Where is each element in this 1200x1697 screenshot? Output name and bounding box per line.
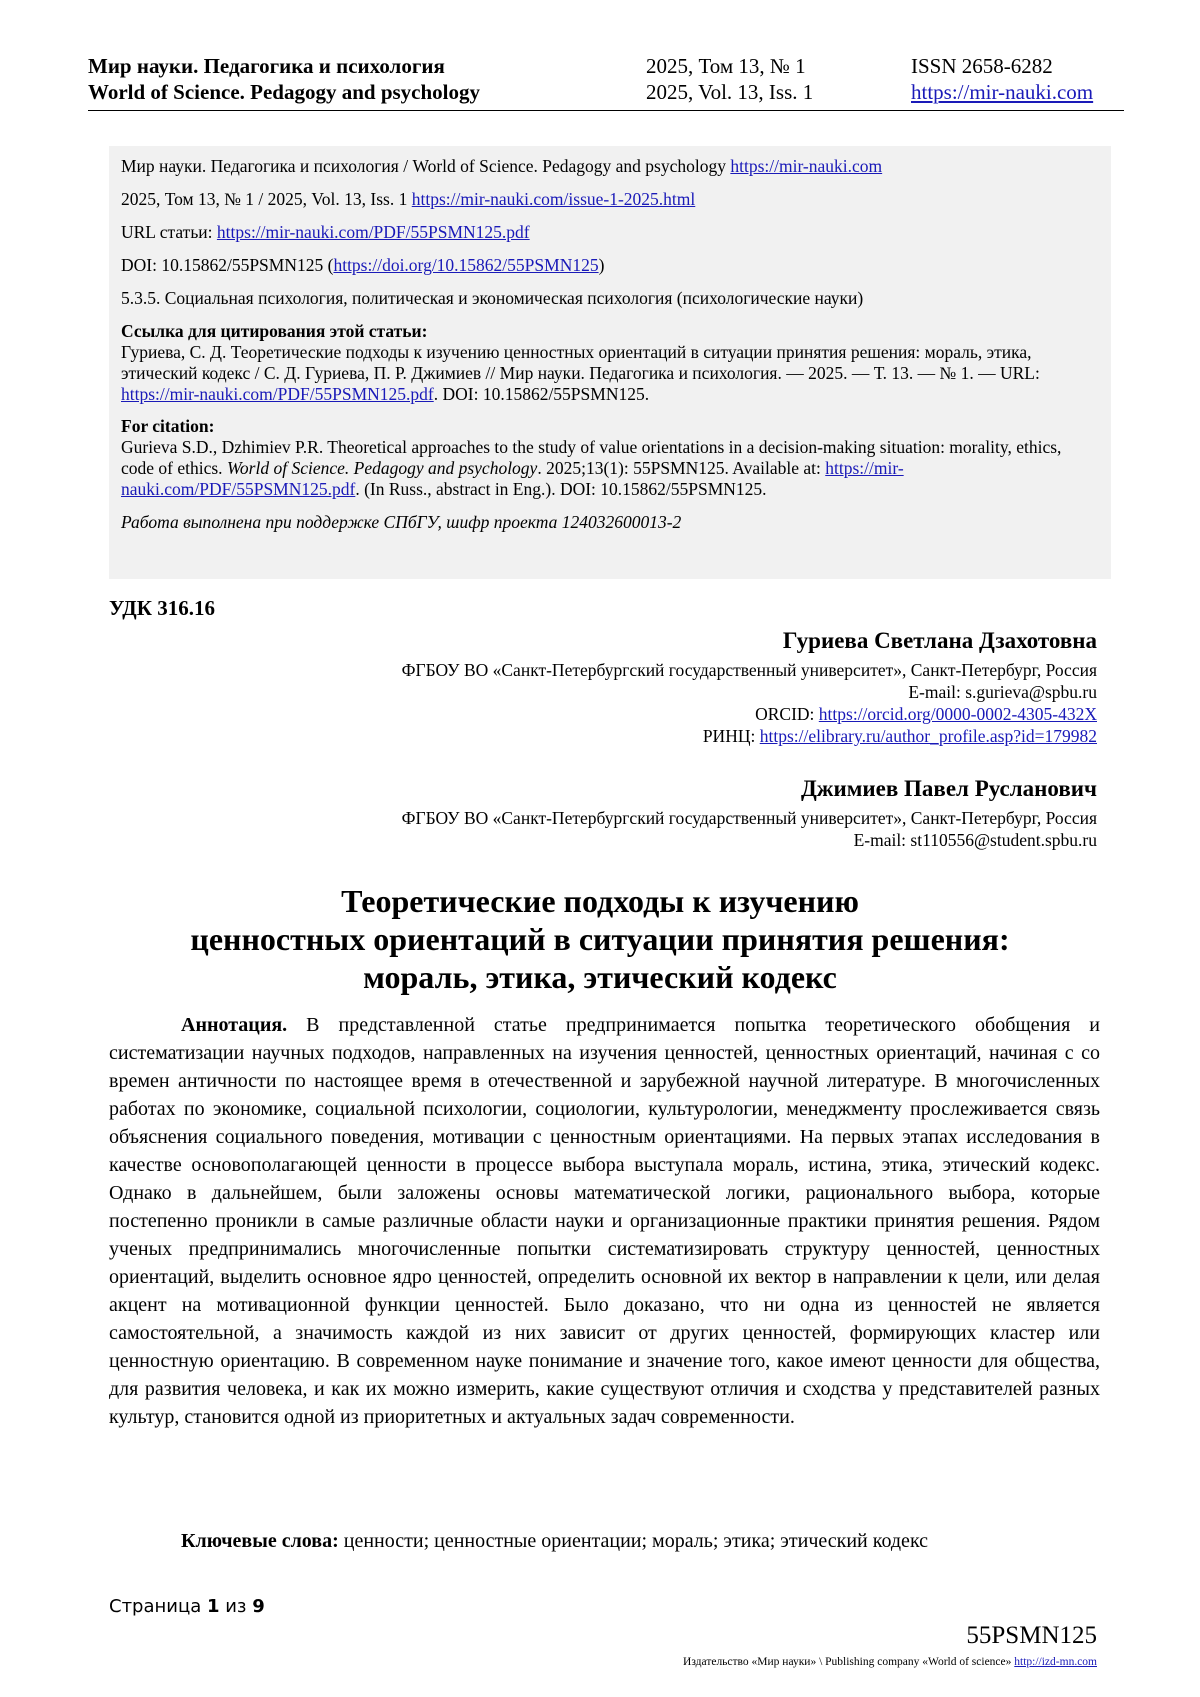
abstract-label: Аннотация.: [181, 1014, 288, 1036]
author-1-rinc: [402, 725, 1097, 747]
citation-ru-text: [121, 342, 1097, 405]
issue-ru: 2025, Том 13, № 1: [646, 54, 806, 78]
doi-line: [121, 255, 1097, 276]
author-2-email: E-mail: st110556@student.spbu.ru: [853, 830, 1097, 850]
citation-ru-link[interactable]: https://mir-nauki.com/PDF/55PSMN125.pdf: [121, 384, 434, 404]
udk-code: УДК 316.16: [109, 596, 215, 620]
author-1-name: Гуриева Светлана Дзахотовна: [782, 628, 1097, 653]
doi-link[interactable]: https://doi.org/10.15862/55PSMN125: [333, 255, 599, 275]
publisher-link[interactable]: http://izd-mn.com: [1014, 1656, 1097, 1668]
abstract: [109, 1011, 1100, 1431]
title-line-1: Теоретические подходы к изучению: [341, 883, 859, 919]
author-2-affiliation: ФГБОУ ВО «Санкт-Петербургский государственный университет», Санкт-Петербург, Россия: [401, 808, 1097, 828]
journal-link[interactable]: https://mir-nauki.com: [730, 156, 883, 176]
article-url-line: [121, 222, 1097, 243]
issue-en: 2025, Vol. 13, Iss. 1: [646, 80, 814, 104]
publisher-line: [683, 1656, 1097, 1668]
citation-ru-tail: . DOI: 10.15862/55PSMN125.: [433, 384, 650, 404]
citation-ru-heading: Ссылка для цитирования этой статьи:: [121, 321, 428, 341]
keywords: [181, 1530, 928, 1553]
abstract-text: В представленной статье предпринимается попытка теоретического обобщения и систематизации научных подходов, направленных на изучения ценностей, ценностных ориентаций, начиная с со времен античности по настоящее время в отечественной и зарубежной научной литературе. В многочисленных работах по экономике, социальной психологии, социологии, культурологии, менеджменту прослеживается связь объяснения социального поведения, мотивации с ценностным ориентациями. На первых этапах исследования в качестве основополагающей ценности в процессе выбора выступала мораль, истина, этика, этический кодекс. Однако в дальнейшем, были заложены основы математической логики, рационального выбора, которые постепенно проникли в самые различные области науки и организационные практики принятия решения. Рядом ученых предпринимались многочисленные попытки систематизировать структуру ценностей, ценностных ориентаций, выделить основное ядро ценностей, определить основной их вектор в направлении к цели, или делая акцент на мотивационной функции ценностей. Было доказано, что ни одна из ценностей не является самостоятельной, а значимость каждой из них зависит от других ценностей, формирующих кластер или ценностную ориентацию. В современном науке понимание и значение того, какое имеют ценности для общества, для развития человека, и как их можно измерить, какие существуют отличия и сходства у представителей разных культур, становится одной из приоритетных и актуальных задач современности.: [109, 1014, 1100, 1428]
specialty-line: 5.3.5. Социальная психология, политическая и экономическая психология (психологические науки): [121, 288, 864, 308]
support-note: Работа выполнена при поддержке СПбГУ, шифр проекта 124032600013-2: [121, 512, 682, 532]
author-1-email: E-mail: s.gurieva@spbu.ru: [908, 682, 1097, 702]
citation-en-link[interactable]: https://mir-nauki.com/PDF/55PSMN125.pdf: [121, 458, 904, 499]
title-line-3: мораль, этика, этический кодекс: [363, 959, 837, 995]
page-prefix: Страница: [109, 1596, 207, 1617]
journal-line-text: Мир науки. Педагогика и психология / World of Science. Pedagogy and psychology: [121, 156, 731, 176]
journal-line: [121, 156, 1097, 177]
issue-link[interactable]: https://mir-nauki.com/issue-1-2025.html: [411, 189, 696, 209]
citation-ru: [121, 321, 1097, 405]
author-1-orcid: [402, 703, 1097, 725]
author-1-affiliation: ФГБОУ ВО «Санкт-Петербургский государственный университет», Санкт-Петербург, Россия: [401, 660, 1097, 680]
rinc-link[interactable]: https://elibrary.ru/author_profile.asp?id=179982: [759, 726, 1097, 746]
orcid-label: ORCID:: [755, 704, 819, 724]
citation-en-mid: . 2025;13(1): 55PSMN125. Available at:: [537, 458, 826, 478]
citation-en-tail: . (In Russ., abstract in Eng.). DOI: 10.15862/55PSMN125.: [355, 479, 767, 499]
article-url-link[interactable]: https://mir-nauki.com/PDF/55PSMN125.pdf: [216, 222, 530, 242]
keywords-label: Ключевые слова:: [181, 1530, 339, 1552]
citation-en: [121, 416, 1097, 500]
article-code: 55PSMN125: [966, 1622, 1097, 1649]
page-current: 1: [206, 1596, 220, 1617]
citation-ru-body: Гуриева, С. Д. Теоретические подходы к изучению ценностных ориентаций в ситуации принятия решения: мораль, этика, этический кодекс / С. Д. Гуриева, П. Р. Джимиев // Мир науки. Педагогика и психология. — 2025. — Т. 13. — № 1. — URL:: [121, 342, 1040, 383]
doi-label: DOI: 10.15862/55PSMN125 (: [121, 255, 334, 275]
citation-en-text: [121, 437, 1097, 500]
citation-en-body: Gurieva S.D., Dzhimiev P.R. Theoretical approaches to the study of value orientations in a decision-making situation: morality, ethics, code of ethics.: [121, 437, 1062, 478]
author-block-1: [402, 627, 1097, 747]
orcid-link[interactable]: https://orcid.org/0000-0002-4305-432X: [818, 704, 1097, 724]
keywords-text: ценности; ценностные ориентации; мораль; этика; этический кодекс: [338, 1530, 929, 1552]
article-title: [100, 882, 1100, 996]
running-header: [88, 52, 1124, 111]
author-block-2: [402, 775, 1097, 851]
article-info-box: [109, 146, 1111, 579]
page-mid: из: [219, 1596, 253, 1617]
rinc-label: РИНЦ:: [702, 726, 760, 746]
citation-en-journal: World of Science. Pedagogy and psychology: [226, 458, 538, 478]
issue-line: [121, 189, 1097, 210]
citation-en-heading: For citation:: [121, 416, 215, 436]
issn: ISSN 2658-6282: [911, 54, 1053, 78]
author-2-name: Джимиев Павел Русланович: [800, 776, 1097, 801]
article-url-label: URL статьи:: [121, 222, 217, 242]
doi-close: ): [598, 255, 605, 275]
page-number: [109, 1596, 265, 1617]
journal-name-en: World of Science. Pedagogy and psychology: [88, 80, 481, 104]
publisher-text: Издательство «Мир науки» \ Publishing company «World of science»: [683, 1656, 1015, 1668]
journal-site-link[interactable]: https://mir-nauki.com: [911, 80, 1094, 104]
issue-line-text: 2025, Том 13, № 1 / 2025, Vol. 13, Iss. 1: [121, 189, 412, 209]
page-total: 9: [252, 1596, 265, 1617]
journal-name-ru: Мир науки. Педагогика и психология: [88, 54, 445, 78]
title-line-2: ценностных ориентаций в ситуации принятия решения:: [190, 921, 1010, 957]
